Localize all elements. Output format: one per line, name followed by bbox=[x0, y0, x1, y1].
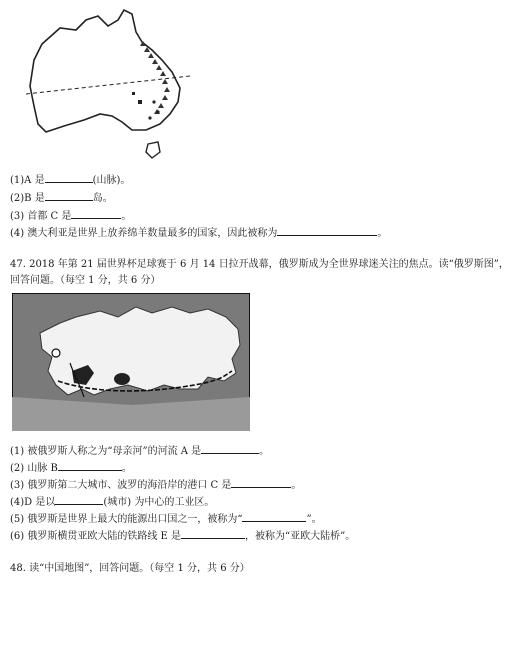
q47-question-4 bbox=[10, 494, 214, 510]
q47-intro-line1: 47. 2018 年第 21 届世界杯足球赛于 6 月 14 日拉开战幕，俄罗斯成为全世界球迷关注的焦点。读“俄罗斯图”， bbox=[10, 259, 509, 270]
q47-question-3 bbox=[10, 477, 301, 493]
aus-question-2 bbox=[10, 190, 113, 206]
question-text: ”。 bbox=[306, 514, 322, 525]
answer-blank[interactable] bbox=[45, 172, 93, 183]
question-text: (山脉)。 bbox=[92, 175, 131, 186]
answer-blank[interactable] bbox=[231, 477, 291, 488]
question-text: (2)B 是 bbox=[10, 193, 45, 204]
city-marker-c bbox=[52, 349, 60, 357]
question-text: (4) 澳大利亚是世界上放养绵羊数量最多的国家，因此被称为 bbox=[10, 228, 278, 239]
answer-blank[interactable] bbox=[201, 443, 259, 454]
answer-blank[interactable] bbox=[277, 225, 377, 236]
aus-question-3 bbox=[10, 208, 131, 224]
q47-question-5 bbox=[10, 511, 322, 527]
australia-map bbox=[20, 6, 210, 166]
question-text: (1) 被俄罗斯人称之为“母亲河”的河流 A 是 bbox=[10, 446, 202, 457]
question-text: 岛。 bbox=[92, 193, 113, 204]
question-text: (1)A 是 bbox=[10, 175, 45, 186]
q47-question-1 bbox=[10, 443, 269, 459]
answer-blank[interactable] bbox=[181, 528, 245, 539]
question-text: 。 bbox=[121, 211, 132, 222]
aus-question-4 bbox=[10, 225, 387, 241]
answer-blank[interactable] bbox=[71, 208, 121, 219]
aus-question-1 bbox=[10, 172, 130, 188]
answer-blank[interactable] bbox=[58, 460, 122, 471]
answer-blank[interactable] bbox=[55, 494, 103, 505]
question-text: (城市) 为中心的工业区。 bbox=[103, 497, 215, 508]
question-text: (3) 首都 C 是 bbox=[10, 211, 72, 222]
question-text: 。 bbox=[259, 446, 270, 457]
lake-oval bbox=[114, 373, 130, 385]
question-text: (5) 俄罗斯是世界上最大的能源出口国之一，被称为“ bbox=[10, 514, 243, 525]
answer-blank[interactable] bbox=[242, 511, 306, 522]
question-text: (2) 山脉 B bbox=[10, 463, 58, 474]
russia-map bbox=[12, 293, 250, 431]
q48-intro: 48. 读“中国地图”，回答问题。（每空 1 分，共 6 分） bbox=[10, 563, 250, 574]
question-text: 。 bbox=[377, 228, 388, 239]
answer-blank[interactable] bbox=[45, 190, 93, 201]
question-text: 。 bbox=[291, 480, 302, 491]
question-text: (6) 俄罗斯横贯亚欧大陆的铁路线 E 是 bbox=[10, 531, 182, 542]
question-text: (4)D 是以 bbox=[10, 497, 56, 508]
q47-question-6 bbox=[10, 528, 355, 544]
q47-intro-line2: 回答问题。（每空 1 分，共 6 分） bbox=[10, 275, 161, 286]
question-text: ，被称为“亚欧大陆桥”。 bbox=[245, 531, 356, 542]
tasmania bbox=[146, 142, 160, 158]
q47-question-2 bbox=[10, 460, 132, 476]
question-text: 。 bbox=[121, 463, 132, 474]
question-text: (3) 俄罗斯第二大城市、波罗的海沿岸的港口 C 是 bbox=[10, 480, 232, 491]
